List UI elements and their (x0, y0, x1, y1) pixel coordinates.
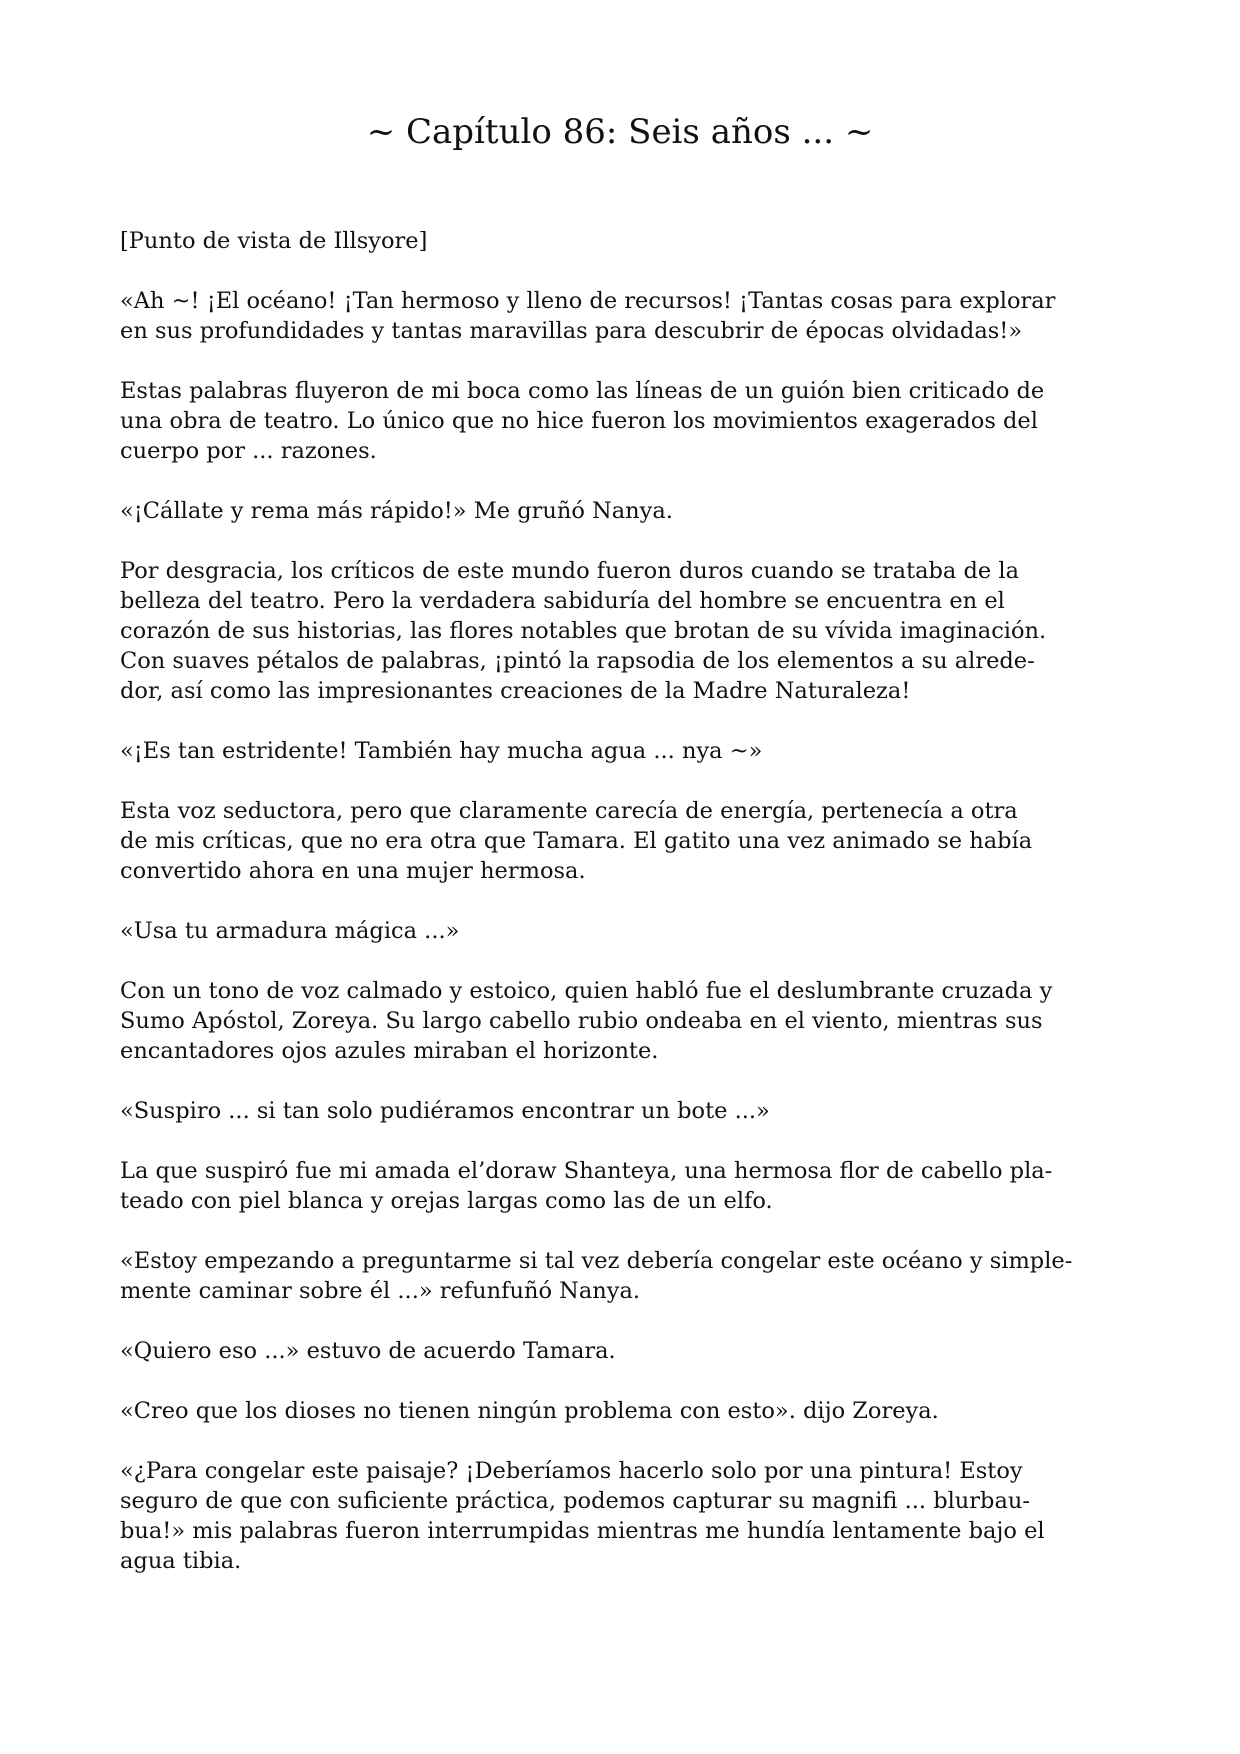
paragraph-dialogue: «Ah ~! ¡El océano! ¡Tan hermoso y lleno de recursos! ¡Tantas cosas para explorar en sus profundidades y tantas maravillas para descubrir de épocas olvidadas!» (120, 288, 1056, 344)
paragraph-narration: Por desgracia, los críticos de este mundo fueron duros cuando se trataba de la belleza del teatro. Pero la verdadera sabiduría del hombre se encuentra en el corazón de sus historias, las flores notables que brotan de su vívida imaginación. Con suaves pétalos de palabras, ¡pintó la rapsodia de los elementos a su alrede- dor, así como las impresionantes creaciones de la Madre Naturaleza! (120, 558, 1047, 704)
paragraph-narration: Estas palabras fluyeron de mi boca como las líneas de un guión bien criticado de una obra de teatro. Lo único que no hice fueron los movimientos exagerados del cuerpo por ... razones. (120, 378, 1045, 464)
paragraph-pov-header: [Punto de vista de Illsyore] (120, 228, 428, 254)
paragraph-dialogue: «¡Cállate y rema más rápido!» Me gruñó Nanya. (120, 498, 673, 524)
paragraph-dialogue: «Estoy empezando a preguntarme si tal vez debería congelar este océano y simple- mente caminar sobre él ...» refunfuñó Nanya. (120, 1248, 1073, 1304)
paragraph-dialogue: «Suspiro ... si tan solo pudiéramos encontrar un bote ...» (120, 1098, 770, 1124)
paragraph-narration: Esta voz seductora, pero que claramente carecía de energía, pertenecía a otra de mis críticas, que no era otra que Tamara. El gatito una vez animado se había convertido ahora en una mujer hermosa. (120, 798, 1033, 884)
paragraph-dialogue: «Creo que los dioses no tienen ningún problema con esto». dijo Zoreya. (120, 1398, 939, 1424)
chapter-body (120, 226, 1130, 1606)
paragraph-dialogue: «¡Es tan estridente! También hay mucha agua ... nya ~» (120, 738, 763, 764)
chapter-title: ~ Capítulo 86: Seis años ... ~ (366, 112, 874, 152)
paragraph-dialogue: «¿Para congelar este paisaje? ¡Deberíamos hacerlo solo por una pintura! Estoy seguro de que con suficiente práctica, podemos capturar su magnifi ... blurbau- bua!» mis palabras fueron interrumpidas mientras me hundía lentamente bajo el agua tibia. (120, 1458, 1045, 1574)
paragraph-dialogue: «Quiero eso ...» estuvo de acuerdo Tamara. (120, 1338, 616, 1364)
paragraph-narration: La que suspiró fue mi amada el’doraw Shanteya, una hermosa flor de cabello pla- teado con piel blanca y orejas largas como las de un elfo. (120, 1158, 1053, 1214)
paragraph-narration: Con un tono de voz calmado y estoico, quien habló fue el deslumbrante cruzada y Sumo Apóstol, Zoreya. Su largo cabello rubio ondeaba en el viento, mientras sus encantadores ojos azules miraban el horizonte. (120, 978, 1053, 1064)
paragraph-dialogue: «Usa tu armadura mágica ...» (120, 918, 460, 944)
